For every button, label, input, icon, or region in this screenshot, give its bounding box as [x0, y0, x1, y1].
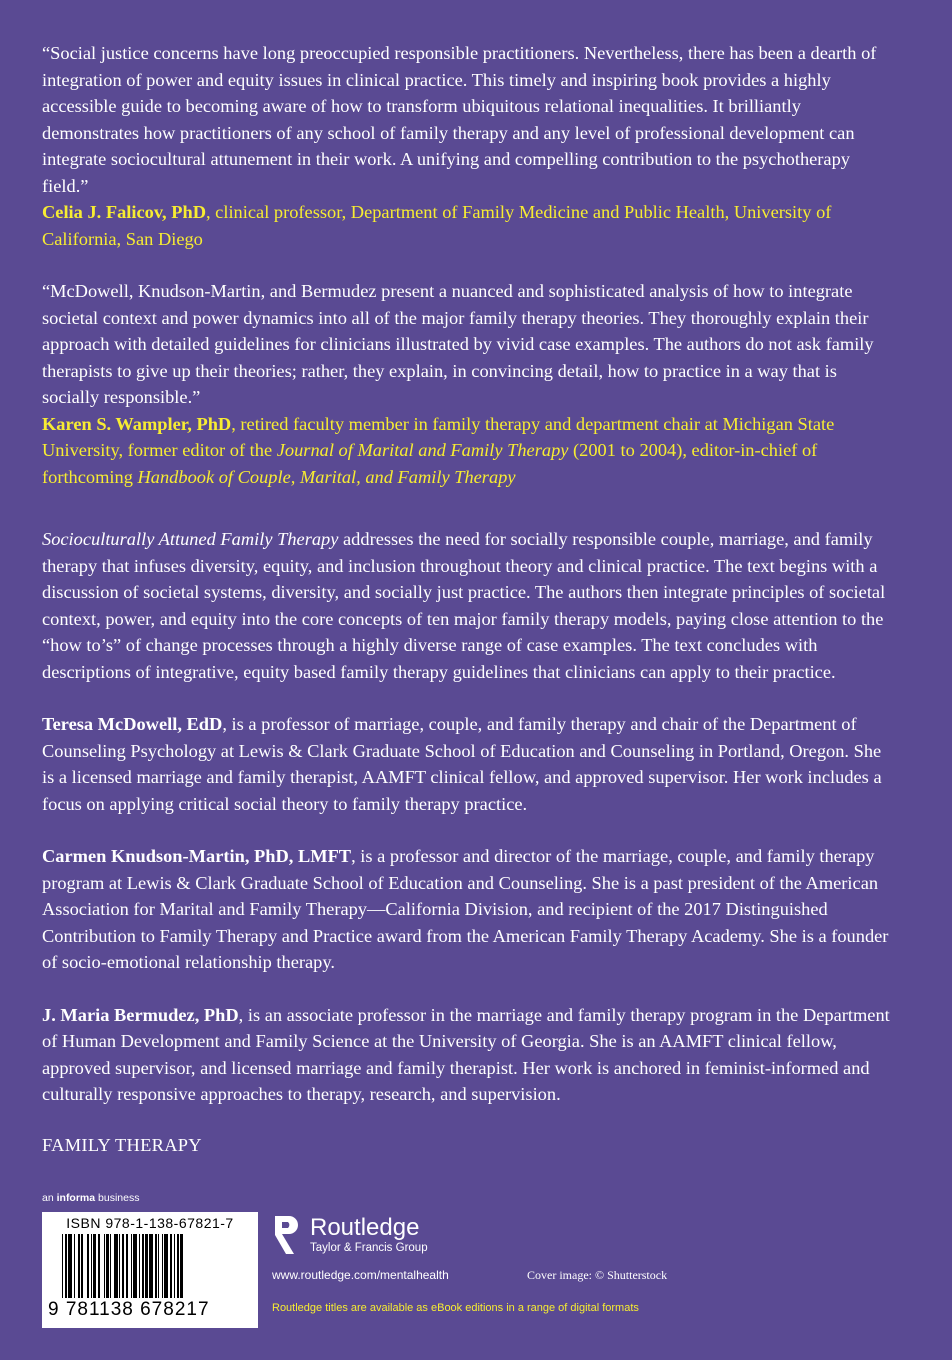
endorser-affiliation: , clinical professor, Department of Family Medicine and Public Health, University of California, San Diego	[42, 202, 832, 249]
isbn-barcode	[42, 1212, 258, 1328]
publisher-url[interactable]: www.routledge.com/mentalhealth	[272, 1268, 449, 1282]
journal-title: Journal of Marital and Family Therapy	[276, 440, 569, 460]
author-bio-bermudez	[42, 1002, 898, 1108]
author-bio-knudson-martin	[42, 843, 898, 976]
author-name: Carmen Knudson-Martin, PhD, LMFT	[42, 846, 352, 866]
author-name: Teresa McDowell, EdD	[42, 714, 223, 734]
back-cover-text	[42, 40, 898, 1158]
book-title: Socioculturally Attuned Family Therapy	[42, 529, 339, 549]
endorser-affiliation-1: , retired faculty member in family therapy and department chair at Michigan State University, former editor of the	[42, 413, 835, 460]
cover-image-credit: Cover image: © Shutterstock	[527, 1268, 668, 1282]
author-bio-text: , is a professor of marriage, couple, and family therapy and chair of the Department of Counseling Psychology at Lewis & Clark Graduate School of Education and Counseling in Portland, Oregon. She is a licensed marriage and family therapist, AAMFT clinical fellow, and approved supervisor. Her work includes a focus on applying critical social theory to family therapy practice.	[42, 714, 882, 814]
routledge-r-icon	[272, 1214, 302, 1256]
handbook-title: Handbook of Couple, Marital, and Family Therapy	[137, 466, 516, 487]
author-name: J. Maria Bermudez, PhD	[42, 1004, 239, 1025]
author-bio-mcdowell	[42, 711, 898, 817]
author-bio-text: , is a professor and director of the marriage, couple, and family therapy program at Lewis & Clark Graduate School of Education and Counseling. She is a past president of the American Association for Marital and Family Therapy—California Division, and recipient of the 2017 Distinguished Contribution to Family Therapy and Practice award from the American Family Therapy Academy. She is a founder of socio-emotional relationship therapy.	[42, 846, 889, 972]
endorsement-quote: “Social justice concerns have long preoccupied responsible practitioners. Nevertheless, there has been a dearth of integration of power and equity issues in clinical practice. This timely and inspiring book provides a highly accessible guide to becoming aware of how to transform ubiquitous relational inequalities. It brilliantly demonstrates how practitioners of any school of family therapy and any level of professional development can integrate sociocultural attunement in their work. A unifying and compelling contribution to the psychotherapy field.”	[42, 43, 877, 196]
publisher-group: Taylor & Francis Group	[310, 1242, 428, 1254]
endorser-affiliation-2: (2001 to 2004), editor-in-chief of forthcoming	[42, 440, 818, 487]
publisher-name: Routledge	[310, 1214, 420, 1241]
informa-brand: informa	[56, 1192, 96, 1204]
ebook-note: Routledge titles are available as eBook editions in a range of digital formats	[272, 1302, 639, 1314]
author-bio-text: , is an associate professor in the marriage and family therapy program in the Department of Human Development and Family Science at the University of Georgia. She is an AAMFT clinical fellow, approved supervisor, and licensed marriage and family therapist. Her work is anchored in feminist-informed and culturally responsive approaches to therapy, research, and supervision.	[42, 1004, 890, 1104]
barcode-bar	[183, 1234, 184, 1298]
informa-prefix: an	[42, 1192, 57, 1204]
endorser-name: Celia J. Falicov, PhD	[42, 202, 206, 222]
isbn-label: ISBN 978-1-138-67821-7	[66, 1215, 234, 1231]
barcode-digits: 9 781138 678217	[48, 1299, 210, 1320]
endorser-name: Karen S. Wampler, PhD	[42, 413, 232, 434]
endorsement-attribution	[42, 199, 898, 252]
description-text: addresses the need for socially responsible couple, marriage, and family therapy that infuses diversity, equity, and inclusion throughout theory and clinical practice. The text begins with a discussion of societal systems, diversity, and socially just practice. The authors then integrate principles of societal context, power, and equity into the core concepts of ten major family therapy models, paying close attention to the “how to’s” of change processes through a highly diverse range of case examples. The text concludes with descriptions of integrative, equity based family therapy guidelines that clinicians can apply to their practice.	[42, 529, 886, 682]
endorsement-falicov	[42, 40, 898, 252]
informa-suffix: business	[95, 1192, 140, 1204]
informa-tagline	[42, 1192, 139, 1204]
subject-category: FAMILY THERAPY	[42, 1134, 202, 1155]
book-description	[42, 526, 898, 685]
publisher-logo	[272, 1214, 428, 1256]
endorsement-wampler	[42, 278, 898, 490]
endorsement-quote: “McDowell, Knudson-Martin, and Bermudez present a nuanced and sophisticated analysis of how to integrate societal context and power dynamics into all of the major family therapy theories. They thoroughly explain their approach with detailed guidelines for clinicians illustrated by vivid case examples. The authors do not ask family therapists to give up their theories; rather, they explain, in convincing detail, how to practice in a way that is socially responsible.”	[42, 281, 874, 407]
endorsement-attribution	[42, 411, 898, 491]
barcode-bars	[62, 1234, 244, 1298]
